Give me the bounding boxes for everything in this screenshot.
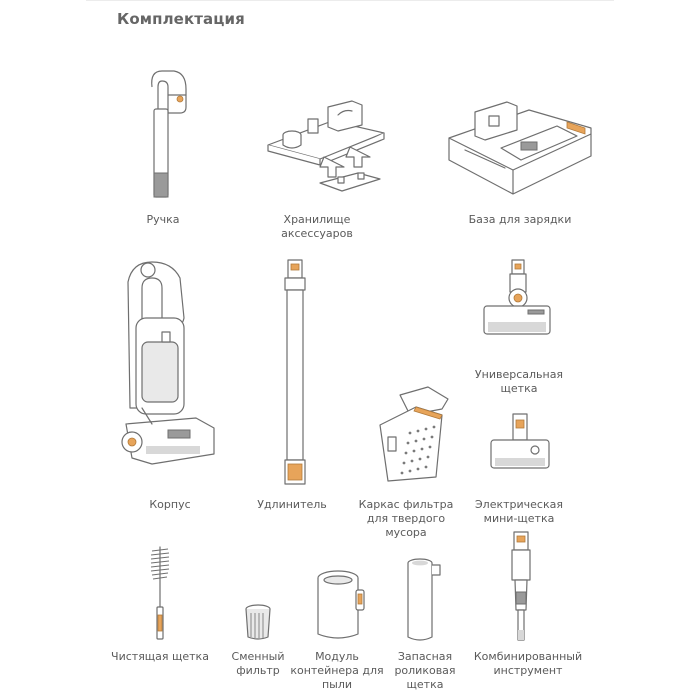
charging-base-image (445, 90, 595, 195)
label-roller: Запасная роликовая щетка (394, 650, 456, 691)
label-universal-brush: Универсальная щетка (474, 368, 564, 395)
label-extension: Удлинитель (257, 498, 327, 511)
page-title: Комплектация (117, 10, 245, 28)
label-storage: Хранилище аксессуаров (281, 213, 353, 240)
handle-image (140, 65, 200, 200)
universal-brush-image (480, 258, 555, 338)
top-divider (86, 0, 614, 1)
extension-tube-image (275, 258, 315, 488)
label-combination-tool: Комбинированный инструмент (473, 650, 583, 677)
filter-frame-image (370, 385, 465, 485)
label-base: База для зарядки (468, 213, 572, 226)
label-handle: Ручка (146, 213, 180, 226)
cleaning-brush-image (140, 545, 180, 645)
label-mini-brush: Электрическая мини-щетка (475, 498, 563, 525)
label-filter-frame: Каркас фильтра для твердого мусора (358, 498, 454, 539)
label-filter: Сменный фильтр (231, 650, 285, 677)
mini-brush-image (485, 412, 555, 477)
vacuum-body-image (112, 258, 227, 483)
dust-container-image (312, 568, 367, 643)
roller-image (400, 555, 445, 645)
filter-image (243, 603, 273, 643)
label-body: Корпус (149, 498, 191, 511)
combination-tool-image (506, 530, 536, 645)
label-dust-module: Модуль контейнера для пыли (290, 650, 384, 691)
label-cleaning-brush: Чистящая щетка (111, 650, 209, 663)
accessory-storage-image (262, 95, 387, 195)
